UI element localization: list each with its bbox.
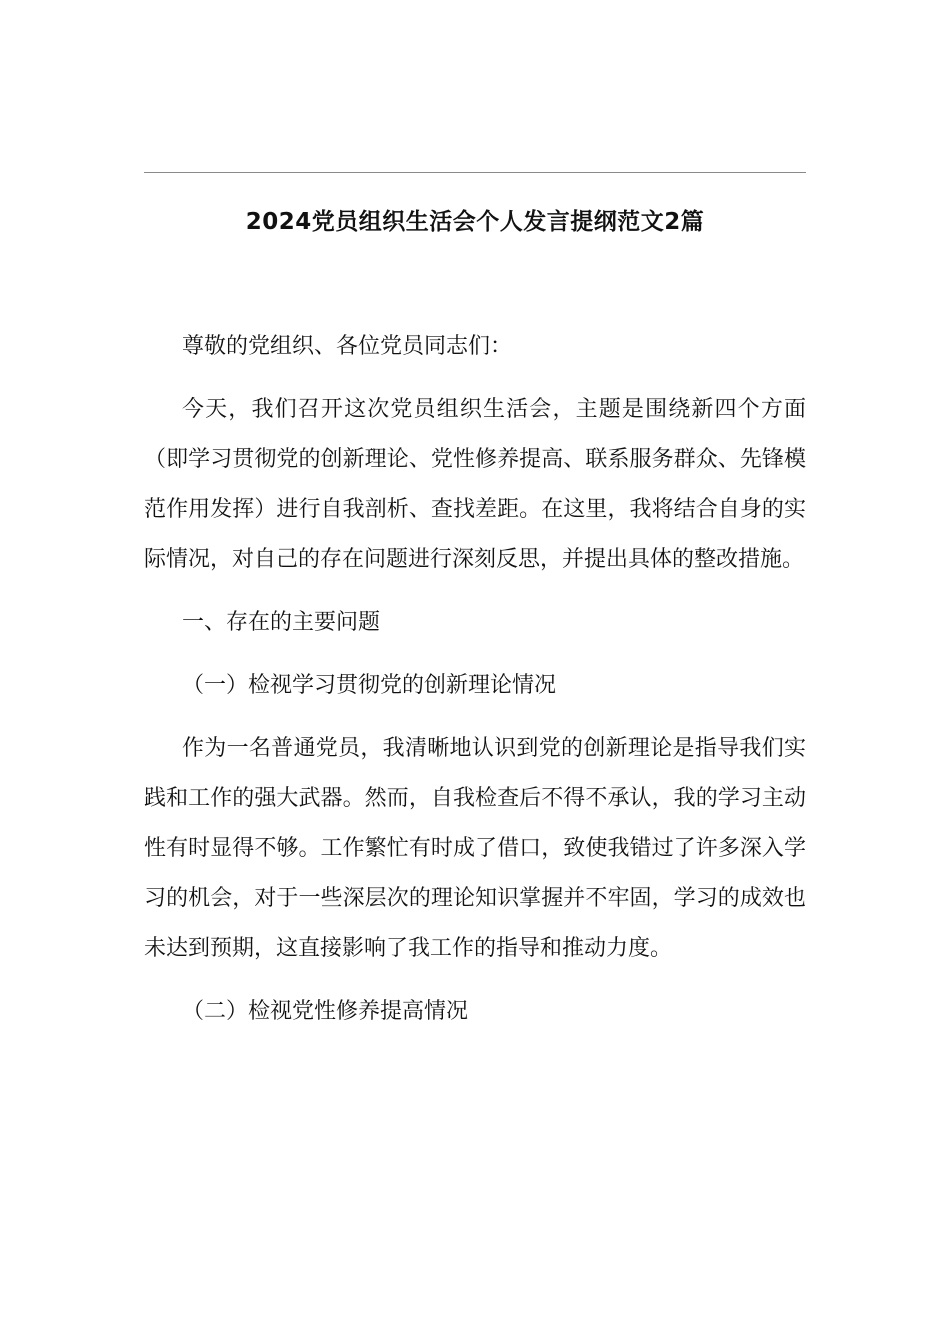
document-body — [144, 322, 806, 1050]
header-rule — [144, 172, 806, 173]
subsection-heading-1: （一）检视学习贯彻党的创新理论情况 — [182, 673, 557, 698]
section-heading-1: 一、存在的主要问题 — [182, 610, 381, 635]
subsection-heading-2: （二）检视党性修养提高情况 — [182, 999, 469, 1024]
subsection-body-1: 作为一名普通党员，我清晰地认识到党的创新理论是指导我们实践和工作的强大武器。然而，自我检查后不得不承认，我的学习主动性有时显得不够。工作繁忙有时成了借口，致使我错过了许多深入学习的机会，对于一些深层次的理论知识掌握并不牢固，学习的成效也未达到预期，这直接影响了我工作的指导和推动力度。 — [144, 736, 806, 961]
document-title: 2024党员组织生活会个人发言提纲范文2篇 — [245, 209, 705, 235]
greeting-paragraph: 尊敬的党组织、各位党员同志们： — [182, 334, 513, 359]
intro-paragraph: 今天，我们召开这次党员组织生活会，主题是围绕新四个方面（即学习贯彻党的创新理论、党性修养提高、联系服务群众、先锋模范作用发挥）进行自我剖析、查找差距。在这里，我将结合自身的实际情况，对自己的存在问题进行深刻反思，并提出具体的整改措施。 — [144, 397, 806, 572]
